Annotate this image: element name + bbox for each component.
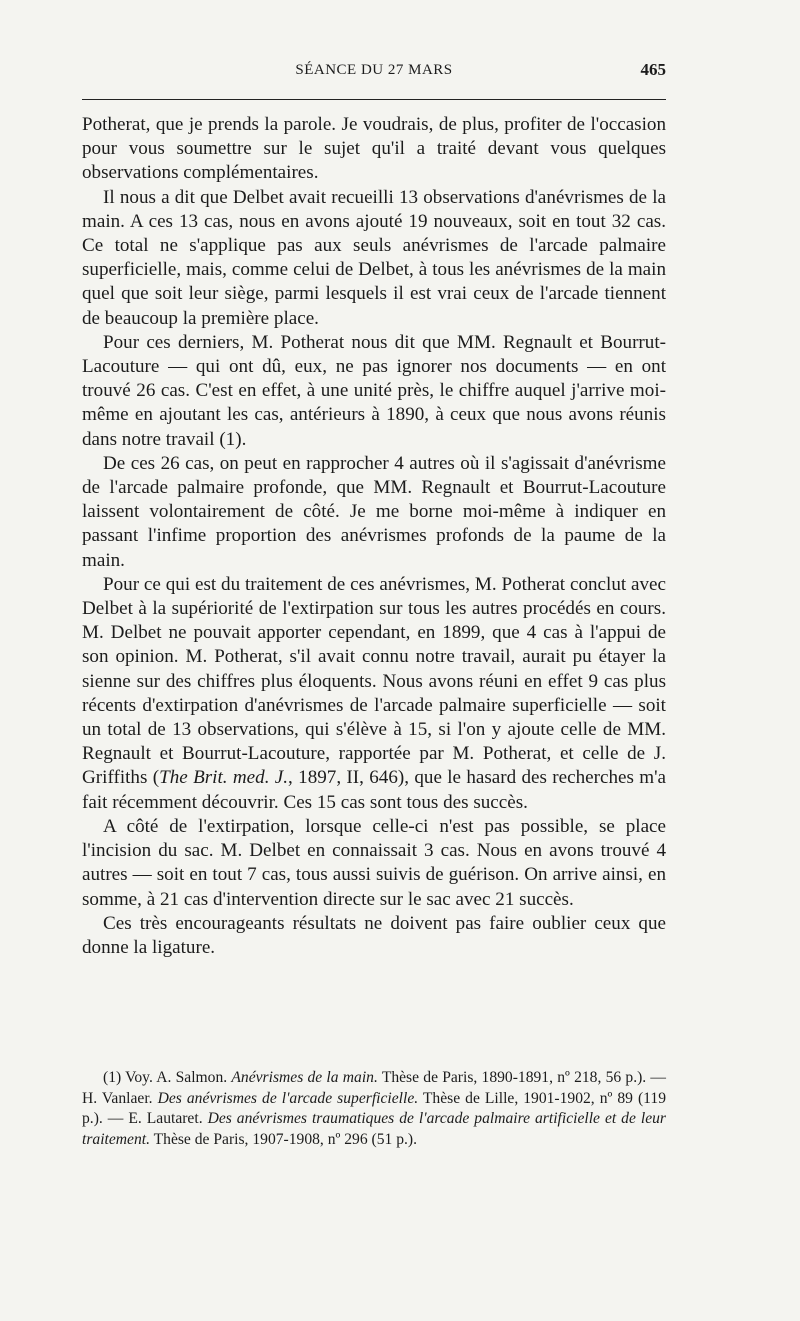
journal-title: The Brit. med. J. — [159, 767, 289, 789]
paragraph-6: A côté de l'extirpation, lorsque celle-ci n'est pas possible, se place l'incision du sac. M. Delbet en connaissait 3 cas. Nous en avons trouvé 4 autres — soit en tout 7 cas, tous aussi suivis de guérison. On arrive ainsi, en somme, à 21 cas d'intervention directe sur le sac avec 21 succès. — [82, 815, 666, 910]
page-number: 465 — [640, 60, 666, 79]
body-text — [82, 113, 666, 960]
page-header — [82, 60, 666, 88]
paragraph-5-text-a: Pour ce qui est du traitement de ces anévrismes, M. Potherat conclut avec Delbet à la supériorité de l'extirpation sur tous les autres procédés en cours. M. Delbet ne pouvait apporter cependant, en 1899, que 4 cas à l'appui de son opinion. M. Potherat, s'il avait connu notre travail, aurait pu étayer la sienne sur des chiffres plus éloquents. Nous avons réuni en effet 9 cas plus récents d'extirpation d'anévrismes de l'arcade palmaire superficielle — soit un total de 13 observations, qui s'élève à 15, si l'on y ajoute celle de MM. Regnault et Bourrut-Lacouture, rapportée par M. Potherat, et celle de J. Griffiths ( — [82, 573, 666, 789]
paragraph-5-text-b: , 1897, II, 646), que le hasard des recherches m'a fait récemment découvrir. Ces 15 cas sont tous des succès. — [82, 767, 666, 813]
footnote-1 — [82, 1068, 666, 1150]
footnote — [82, 1068, 666, 1150]
paragraph-3: Pour ces derniers, M. Potherat nous dit que MM. Regnault et Bourrut-Lacouture — qui ont dû, eux, ne pas ignorer nos documents — en ont trouvé 26 cas. C'est en effet, à une unité près, le chiffre auquel j'arrive moi-même en ajoutant les cas, antérieurs à 1890, à ceux que nous avons réunis dans notre travail (1). — [82, 331, 666, 450]
footnote-title-b: Des anévrismes de l'arcade superficielle. — [157, 1089, 419, 1107]
footnote-text-b: Thèse de Paris, 1890-1891, nº 218, 56 p.). — H. Vanlaer. — [82, 1069, 667, 1107]
footnote-title-a: Anévrismes de la main. — [231, 1069, 378, 1086]
footnote-title-c: Des anévrismes traumatiques de l'arcade palmaire artificielle et de leur traitement. — [82, 1110, 666, 1148]
paragraph-4: De ces 26 cas, on peut en rapprocher 4 autres où il s'agissait d'anévrisme de l'arcade palmaire profonde, que MM. Regnault et Bourrut-Lacouture laissent volontairement de côté. Je me borne moi-même à indiquer en passant l'infime proportion des anévrismes profonds de la paume de la main. — [82, 452, 666, 571]
paragraph-5 — [82, 573, 666, 815]
footnote-text-a: (1) Voy. A. Salmon. — [103, 1069, 232, 1086]
paragraph-2: Il nous a dit que Delbet avait recueilli 13 observations d'anévrismes de la main. A ces 13 cas, nous en avons ajouté 19 nouveaux, soit en tout 32 cas. Ce total ne s'applique pas aux seuls anévrismes de l'arcade palmaire superficielle, mais, comme celui de Delbet, à tous les anévrismes de la main quel que soit leur siège, parmi lesquels il est vrai ceux de l'arcade tiennent de beaucoup la première place. — [82, 186, 666, 329]
footnote-text-c: Thèse de Lille, 1901-1902, nº 89 (119 p.). — E. Lautaret. — [82, 1089, 666, 1127]
header-rule — [82, 99, 666, 100]
footnote-text-d: Thèse de Paris, 1907-1908, nº 296 (51 p.). — [150, 1130, 418, 1148]
running-title: SÉANCE DU 27 MARS — [295, 62, 453, 78]
paragraph-1: Potherat, que je prends la parole. Je voudrais, de plus, profiter de l'occasion pour vous soumettre sur le sujet qu'il a traité devant vous quelques observations complémentaires. — [82, 114, 666, 184]
paragraph-7: Ces très encourageants résultats ne doivent pas faire oublier ceux que donne la ligature. — [82, 912, 666, 958]
